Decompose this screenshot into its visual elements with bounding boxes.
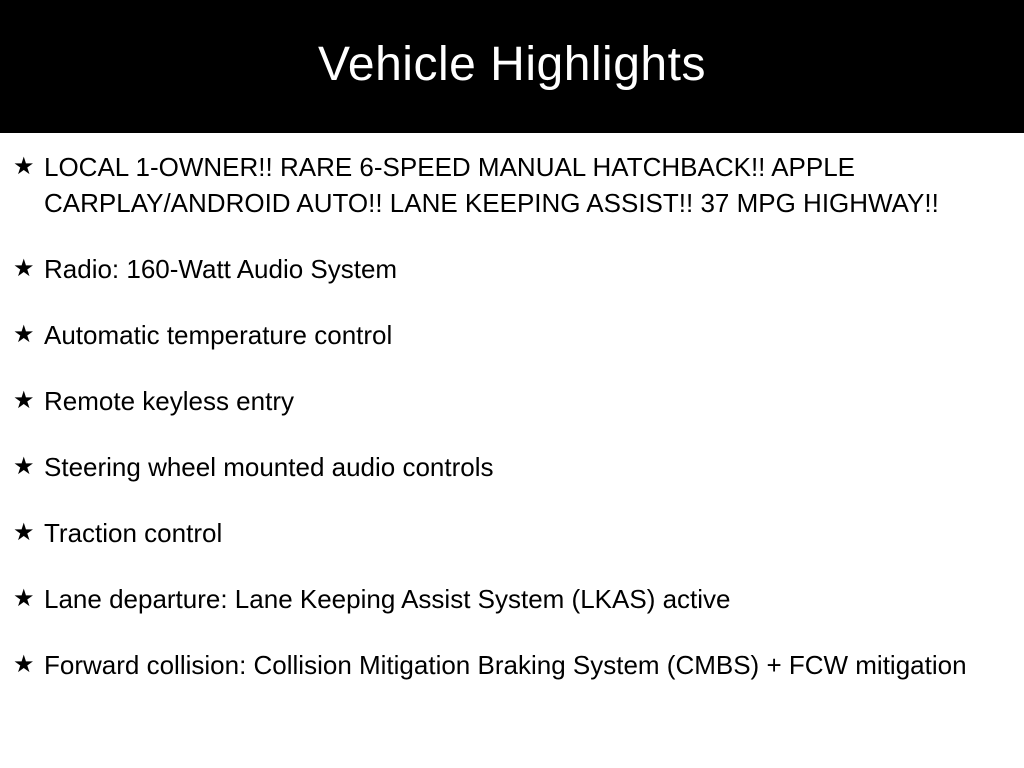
- star-bullet-icon: ★: [13, 651, 35, 678]
- star-bullet-icon: ★: [13, 453, 35, 480]
- star-bullet-icon: ★: [13, 321, 35, 348]
- slide-header: [0, 0, 1024, 133]
- bullet-text: Traction control: [44, 518, 223, 548]
- list-item: [13, 647, 984, 683]
- bullet-text: Forward collision: Collision Mitigation Braking System (CMBS) + FCW mitigation: [44, 650, 967, 680]
- star-bullet-icon: ★: [13, 255, 35, 282]
- list-item: [13, 383, 984, 419]
- list-item: [13, 449, 984, 485]
- bullet-text: LOCAL 1-OWNER!! RARE 6-SPEED MANUAL HATCHBACK!! APPLE CARPLAY/ANDROID AUTO!! LANE KEEPING ASSIST!! 37 MPG HIGHWAY!!: [44, 152, 939, 218]
- star-bullet-icon: ★: [13, 153, 35, 180]
- list-item: [13, 251, 984, 287]
- star-bullet-icon: ★: [13, 387, 35, 414]
- star-bullet-icon: ★: [13, 585, 35, 612]
- list-item: [13, 149, 984, 221]
- list-item: [13, 515, 984, 551]
- bullet-text: Radio: 160-Watt Audio System: [44, 254, 398, 284]
- bullet-text: Steering wheel mounted audio controls: [44, 452, 494, 482]
- list-item: [13, 317, 984, 353]
- highlights-list: [13, 149, 984, 683]
- slide-body: [0, 133, 1024, 683]
- bullet-text: Lane departure: Lane Keeping Assist System (LKAS) active: [44, 584, 731, 614]
- slide-title: Vehicle Highlights: [318, 38, 706, 91]
- bullet-text: Automatic temperature control: [44, 320, 393, 350]
- list-item: [13, 581, 984, 617]
- bullet-text: Remote keyless entry: [44, 386, 294, 416]
- star-bullet-icon: ★: [13, 519, 35, 546]
